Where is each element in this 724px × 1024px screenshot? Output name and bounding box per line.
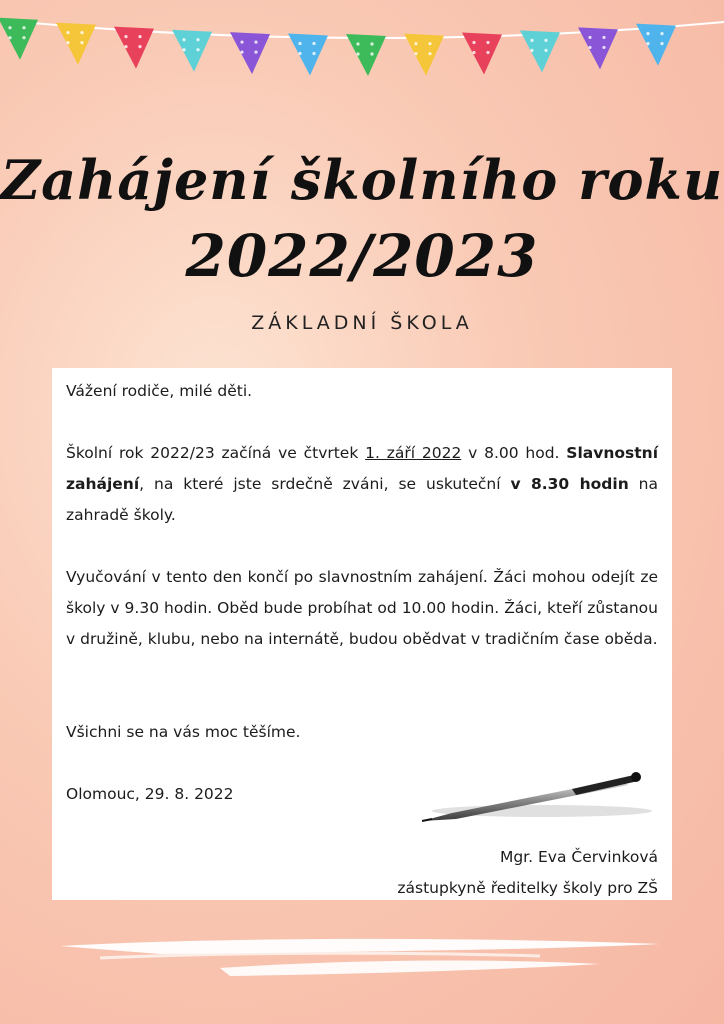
bunting-dot bbox=[22, 36, 25, 39]
bunting-dot bbox=[254, 40, 257, 43]
bunting-dot bbox=[588, 46, 591, 49]
bunting-dot bbox=[370, 42, 373, 45]
bunting-decoration bbox=[0, 0, 724, 100]
bunting-dot bbox=[660, 42, 663, 45]
bunting-dot bbox=[298, 52, 301, 55]
ceremony-time: v 8.30 hodin bbox=[510, 475, 629, 493]
paragraph-start-date bbox=[66, 438, 658, 531]
bunting-dot bbox=[22, 26, 25, 29]
start-date: 1. září 2022 bbox=[365, 444, 462, 462]
bunting-dot bbox=[486, 41, 489, 44]
bunting-dot bbox=[428, 52, 431, 55]
bunting-dot bbox=[8, 36, 11, 39]
bunting-dot bbox=[138, 45, 141, 48]
bunting-dot bbox=[66, 31, 69, 34]
place-date: Olomouc, 29. 8. 2022 bbox=[66, 785, 234, 803]
signature-name: Mgr. Eva Červinková bbox=[499, 848, 658, 866]
bunting-dot bbox=[530, 39, 533, 42]
brush-stroke-icon bbox=[40, 930, 680, 990]
bunting-flag bbox=[636, 24, 676, 66]
bunting-dot bbox=[602, 36, 605, 39]
bunting-dot bbox=[588, 36, 591, 39]
bunting-dot bbox=[196, 48, 199, 51]
bunting-flag bbox=[0, 18, 38, 60]
pen-icon bbox=[422, 763, 662, 833]
p1-text-c: , na které jste srdečně zváni, se uskuteční bbox=[139, 475, 511, 493]
bunting-dot bbox=[240, 40, 243, 43]
bunting-flag bbox=[520, 30, 560, 72]
bunting-dot bbox=[356, 42, 359, 45]
bunting-flag bbox=[578, 27, 618, 69]
bunting-dot bbox=[138, 35, 141, 38]
p1-text-d: na zahradě školy. bbox=[66, 475, 659, 524]
bunting-dot bbox=[472, 51, 475, 54]
bunting-dot bbox=[298, 42, 301, 45]
bunting-dot bbox=[80, 41, 83, 44]
greeting: Vážení rodiče, milé děti. bbox=[66, 382, 253, 400]
p1-text-b: v 8.00 hod. bbox=[461, 444, 567, 462]
bunting-dot bbox=[8, 26, 11, 29]
bunting-dot bbox=[356, 52, 359, 55]
bunting-dot bbox=[660, 32, 663, 35]
bunting-dot bbox=[182, 38, 185, 41]
paragraph-schedule: Vyučování v tento den končí po slavnostním zahájení. Žáci mohou odejít ze školy v 9.30 hodin. Oběd bude probíhat od 10.00 hodin. Žáci, kteří zůstanou v družině, klubu, nebo na internátě, budou obědvat v tradičním čase oběda. bbox=[66, 568, 658, 648]
bunting-dot bbox=[196, 38, 199, 41]
ceremony-label: Slavnostní zahájení bbox=[66, 444, 659, 493]
bunting-dot bbox=[124, 45, 127, 48]
bunting-dot bbox=[646, 32, 649, 35]
bunting-dot bbox=[124, 35, 127, 38]
bunting-dot bbox=[240, 50, 243, 53]
bunting-dot bbox=[544, 49, 547, 52]
bunting-dot bbox=[530, 49, 533, 52]
bunting-flag bbox=[172, 30, 212, 72]
bunting-flag bbox=[346, 34, 386, 76]
bunting-dot bbox=[414, 52, 417, 55]
bunting-dot bbox=[646, 42, 649, 45]
bunting-dot bbox=[80, 31, 83, 34]
bunting-dot bbox=[254, 50, 257, 53]
subtitle: ZÁKLADNÍ ŠKOLA bbox=[251, 312, 473, 334]
bunting-flag bbox=[114, 27, 154, 69]
bunting-flag bbox=[462, 32, 502, 74]
school-year: 2022/2023 bbox=[185, 222, 539, 290]
bunting-dot bbox=[544, 39, 547, 42]
bunting-dot bbox=[312, 42, 315, 45]
bunting-dot bbox=[602, 46, 605, 49]
bunting-dot bbox=[312, 52, 315, 55]
bunting-dot bbox=[66, 41, 69, 44]
bunting-dot bbox=[182, 48, 185, 51]
bunting-dot bbox=[428, 42, 431, 45]
signature-role: zástupkyně ředitelky školy pro ZŠ bbox=[397, 879, 658, 897]
bunting-flag bbox=[288, 33, 328, 75]
bunting-flag bbox=[230, 32, 270, 74]
page-title: Zahájení školního roku bbox=[0, 148, 724, 212]
bunting-flag bbox=[56, 23, 96, 65]
p1-text-a: Školní rok 2022/23 začíná ve čtvrtek bbox=[66, 444, 366, 462]
bunting-dot bbox=[486, 51, 489, 54]
closing-line: Všichni se na vás moc těšíme. bbox=[66, 723, 301, 741]
bunting-dot bbox=[370, 52, 373, 55]
bunting-flag bbox=[404, 34, 444, 76]
letter-card bbox=[52, 368, 672, 900]
bunting-dot bbox=[414, 42, 417, 45]
bunting-dot bbox=[472, 41, 475, 44]
